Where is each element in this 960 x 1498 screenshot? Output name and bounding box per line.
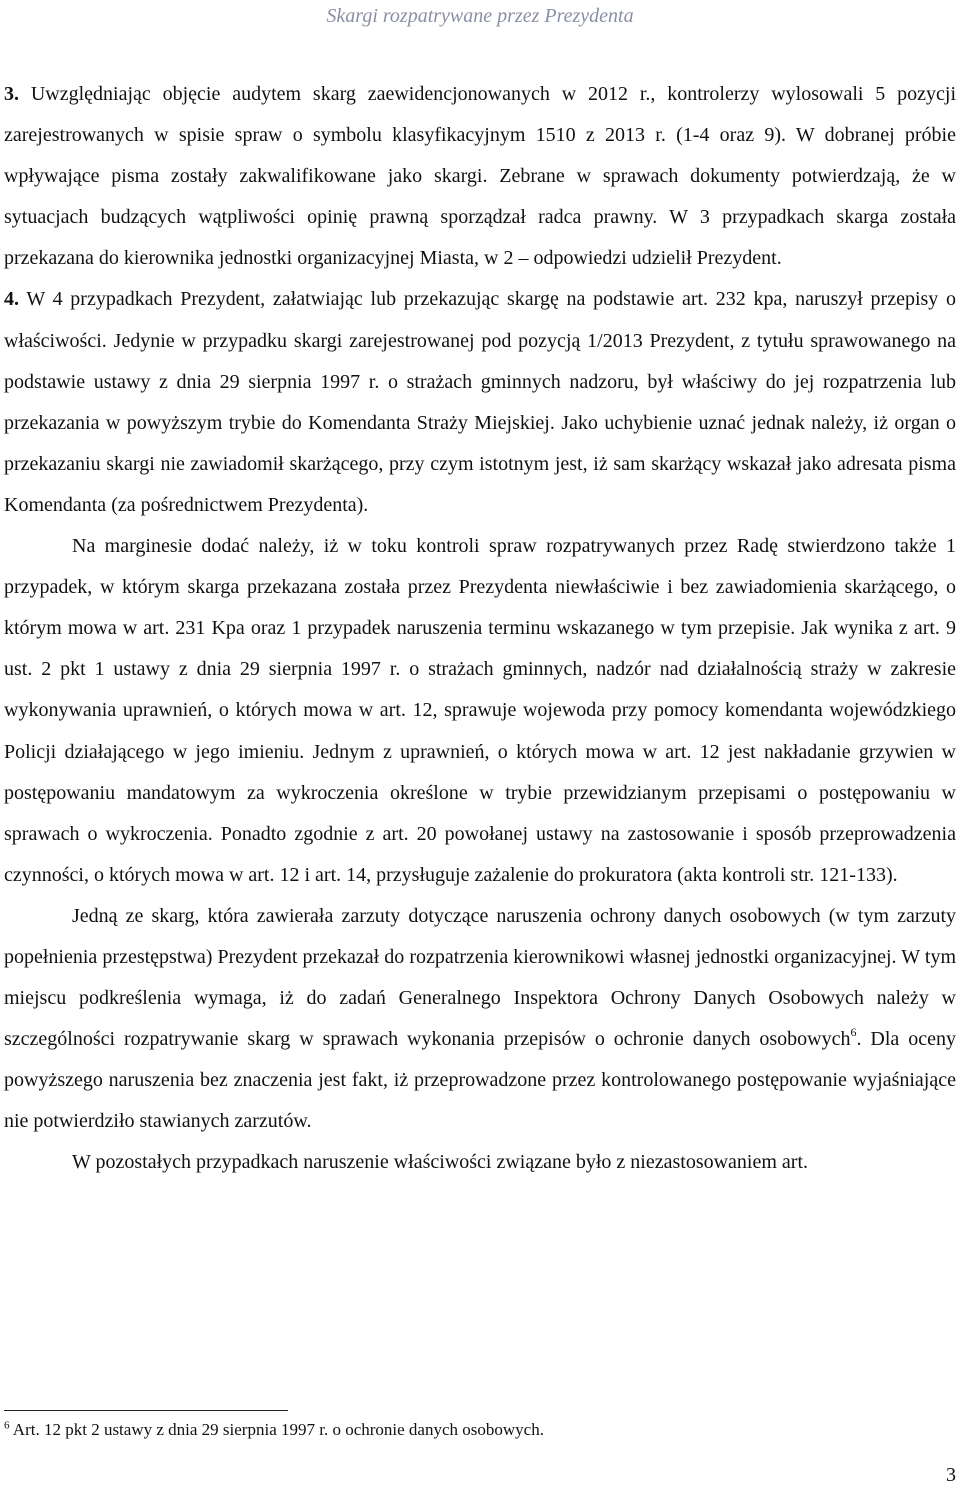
footnote-reference[interactable]: 6 — [850, 1024, 857, 1039]
footnote-marker: 6 — [4, 1419, 10, 1432]
footnote-divider — [4, 1410, 288, 1411]
footnote-text: Art. 12 pkt 2 ustawy z dnia 29 sierpnia 1997 r. o ochronie danych osobowych. — [9, 1420, 544, 1439]
paragraph-data-protection — [4, 896, 956, 1143]
footnote — [4, 1418, 956, 1442]
paragraph-text: . Dla oceny powyższego naruszenia bez znaczenia jest fakt, iż przeprowadzone przez kontrolowanego postępowanie wyjaśniające nie potwierdziło stawianych zarzutów. — [4, 1028, 956, 1133]
running-header: Skargi rozpatrywane przez Prezydenta — [326, 5, 634, 27]
document-body — [4, 74, 956, 1184]
paragraph-text: W 4 przypadkach Prezydent, załatwiając lub przekazując skargę na podstawie art. 232 kpa, naruszył przepisy o właściwości. Jedynie w przypadku skargi zarejestrowanej pod pozycją 1/2013 Prezydent, z tytułu sprawowanego na podstawie ustawy z dnia 29 sierpnia 1997 r. o strażach gminnych nadzoru, był właściwy do jej rozpatrzenia lub przekazania w powyższym trybie do Komendanta Straży Miejskiej. Jako uchybienie uznać jednak należy, iż organ o przekazaniu skargi nie zawiadomił skarżącego, przy czym istotnym jest, iż sam skarżący wskazał jako adresata pisma Komendanta (za pośrednictwem Prezydenta). — [4, 288, 957, 516]
paragraph-text: Jedną ze skarg, która zawierała zarzuty dotyczące naruszenia ochrony danych osobowych (w tym zarzuty popełnienia przestępstwa) Prezydent przekazał do rozpatrzenia kierownikowi własnej jednostki organizacyjnej. W tym miejscu podkreślenia wymaga, iż do zadań Generalnego Inspektora Ochrony Danych Osobowych należy w szczególności rozpatrywanie skarg w sprawach wykonania przepisów o ochronie danych osobowych — [4, 904, 956, 1051]
paragraph-text: Uwzględniając objęcie audytem skarg zaewidencjonowanych w 2012 r., kontrolerzy wylosowali 5 pozycji zarejestrowanych w spisie spraw o symbolu klasyfikacyjnym 1510 z 2013 r. (1-4 oraz 9). W dobranej próbie wpływające pisma zostały zakwalifikowane jako skargi. Zebrane w sprawach dokumenty potwierdzają, że w sytuacjach budzących wątpliwości opinię prawną sporządzał radca prawny. W 3 przypadkach skarga została przekazana do kierownika jednostki organizacyjnej Miasta, w 2 – odpowiedzi udzielił Prezydent. — [4, 83, 957, 270]
point-number: 3. — [4, 83, 19, 105]
paragraph-point-3 — [4, 74, 956, 279]
page-number: 3 — [946, 1464, 956, 1486]
paragraph-margin-note: Na marginesie dodać należy, iż w toku kontroli spraw rozpatrywanych przez Radę stwierdzono także 1 przypadek, w którym skarga przekazana została przez Prezydenta niewłaściwie i bez zawiadomienia skarżącego, o którym mowa w art. 231 Kpa oraz 1 przypadek naruszenia terminu wskazanego w tym przepisie. Jak wynika z art. 9 ust. 2 pkt 1 ustawy z dnia 29 sierpnia 1997 r. o strażach gminnych, nadzór nad działalnością straży w zakresie wykonywania uprawnień, o których mowa w art. 12, sprawuje wojewoda przy pomocy komendanta wojewódzkiego Policji działającego w jego imieniu. Jednym z uprawnień, o których mowa w art. 12 jest nakładanie grzywien w postępowaniu mandatowym za wykroczenia określone w trybie przewidzianym przepisami o postępowaniu w sprawach o wykroczenia. Ponadto zgodnie z art. 20 powołanej ustawy na zastosowanie i sposób przeprowadzenia czynności, o których mowa w art. 12 i art. 14, przysługuje zażalenie do prokuratora (akta kontroli str. 121-133). — [4, 535, 956, 886]
paragraph-remaining-cases: W pozostałych przypadkach naruszenie właściwości związane było z niezastosowaniem art. — [72, 1151, 809, 1174]
paragraph-point-4 — [4, 279, 956, 526]
point-number: 4. — [4, 288, 19, 311]
